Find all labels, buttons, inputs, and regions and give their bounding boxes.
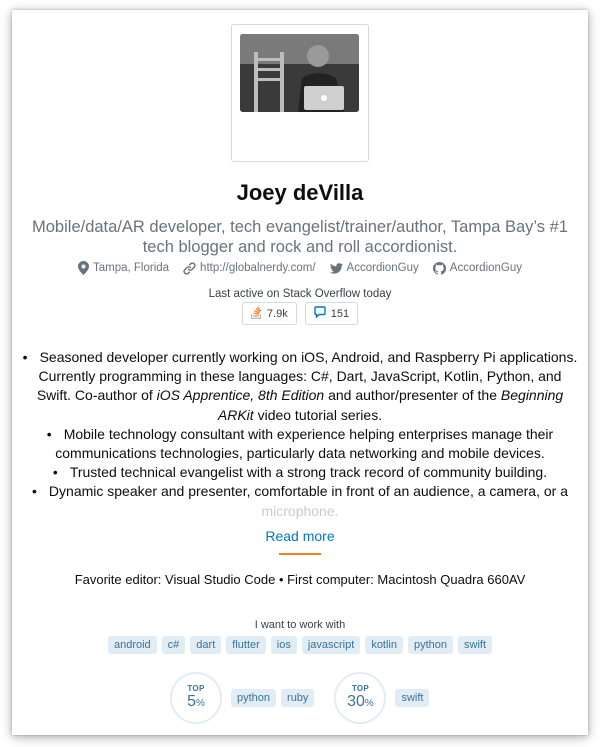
github-icon (433, 262, 446, 275)
about-bullet-2: • Mobile technology consultant with experience helping enterprises manage their communications technologies, particularly data networking and mobile devices. (46, 425, 554, 462)
tag-kotlin[interactable]: kotlin (365, 636, 403, 654)
top-percent-badge[interactable] (170, 672, 222, 724)
about-bullet-4: • Dynamic speaker and presenter, comfortable in front of an audience, a camera, or a microphone. (32, 483, 568, 519)
about-text: Mobile technology consultant with experience helping enterprises manage their communications technologies, particularly data networking and mobile devices. (55, 425, 554, 462)
book-title: iOS Apprentice, 8th Edition (156, 387, 325, 404)
about-section (22, 348, 578, 521)
top-percent-value: 30% (347, 692, 374, 710)
activity-badges (12, 302, 588, 325)
avatar-photo (240, 34, 359, 112)
top-label: TOP (351, 683, 370, 693)
website-text[interactable]: http://globalnerdy.com/ (200, 262, 316, 274)
tag-dart[interactable]: dart (190, 636, 221, 654)
top-percent-badge[interactable] (334, 672, 386, 724)
tag-android[interactable]: android (108, 636, 157, 654)
about-bullet-3: • Trusted technical evangelist with a strong track record of community building. (52, 464, 548, 481)
work-with-tags (12, 636, 588, 654)
about-text-faded: microphone. (261, 502, 339, 519)
avatar-frame[interactable] (231, 24, 369, 162)
series-title: Beginning ARKit (217, 387, 564, 423)
about-text: Trusted technical evangelist with a strong track record of community building. (69, 464, 548, 481)
favorites-text: Favorite editor: Visual Studio Code • First computer: Macintosh Quadra 660AV (74, 572, 526, 587)
twitter-bird-icon (330, 263, 343, 274)
tag-flutter[interactable]: flutter (226, 636, 266, 654)
tag-ios[interactable]: ios (271, 636, 297, 654)
stack-overflow-icon (251, 306, 262, 322)
profile-card (12, 10, 588, 735)
github-text[interactable]: AccordionGuy (449, 262, 523, 274)
tag-swift[interactable]: swift (395, 689, 429, 707)
twitter-text[interactable]: AccordionGuy (346, 262, 419, 274)
about-bullet-1: • Seasoned developer currently working on iOS, Android, and Raspberry Pi applications. Currently programming in these languages: C#, Dart, JavaScript, Kotlin, Python, and Swift. Co-author of iOS Apprentice, 8th Edition and author/presenter of the Beginning ARKit video tutorial series. (22, 349, 578, 423)
twitter-link[interactable] (330, 261, 419, 275)
read-more-link[interactable]: Read more (265, 528, 335, 544)
about-text: Dynamic speaker and presenter, comfortable in front of an audience, a camera, or a (48, 483, 568, 500)
location-pin-icon (78, 261, 89, 275)
last-active-text: Last active on Stack Overflow today (208, 288, 392, 300)
reputation-value: 7.9k (266, 307, 288, 320)
reputation-badge[interactable] (242, 302, 297, 325)
about-text: video tutorial series. (257, 406, 383, 423)
tag-javascript[interactable]: javascript (302, 636, 360, 654)
read-more-underline (279, 553, 321, 555)
location-link (78, 261, 169, 275)
website-link[interactable] (183, 261, 316, 275)
about-text: and author/presenter of the (328, 387, 498, 404)
speech-bubble-icon (314, 306, 326, 321)
work-with-label: I want to work with (254, 619, 346, 631)
tag-csharp[interactable]: c# (162, 636, 186, 654)
tag-swift[interactable]: swift (458, 636, 492, 654)
top-label: TOP (187, 683, 205, 693)
answers-badge[interactable] (305, 302, 358, 325)
link-icon (183, 262, 196, 275)
top-tags (170, 672, 429, 724)
location-text: Tampa, Florida (92, 262, 170, 274)
top-percent-value: 5% (187, 692, 205, 710)
tag-python[interactable]: python (408, 636, 453, 654)
profile-links (12, 261, 588, 275)
github-link[interactable] (433, 261, 522, 275)
answers-value: 151 (330, 307, 350, 320)
tag-python[interactable]: python (231, 689, 276, 707)
avatar[interactable] (240, 34, 359, 112)
about-text: Seasoned developer currently working on iOS, Android, and Raspberry Pi applications. Currently programming in these languages: C#, Dart, JavaScript, Kotlin, Python, and Swift. Co-author of (36, 349, 578, 404)
profile-name: Joey deVilla (236, 180, 364, 205)
tag-ruby[interactable]: ruby (281, 689, 314, 707)
profile-tagline: Mobile/data/AR developer, tech evangelist/trainer/author, Tampa Bay’s #1 tech blogger and rock and roll accordionist. (32, 218, 568, 256)
